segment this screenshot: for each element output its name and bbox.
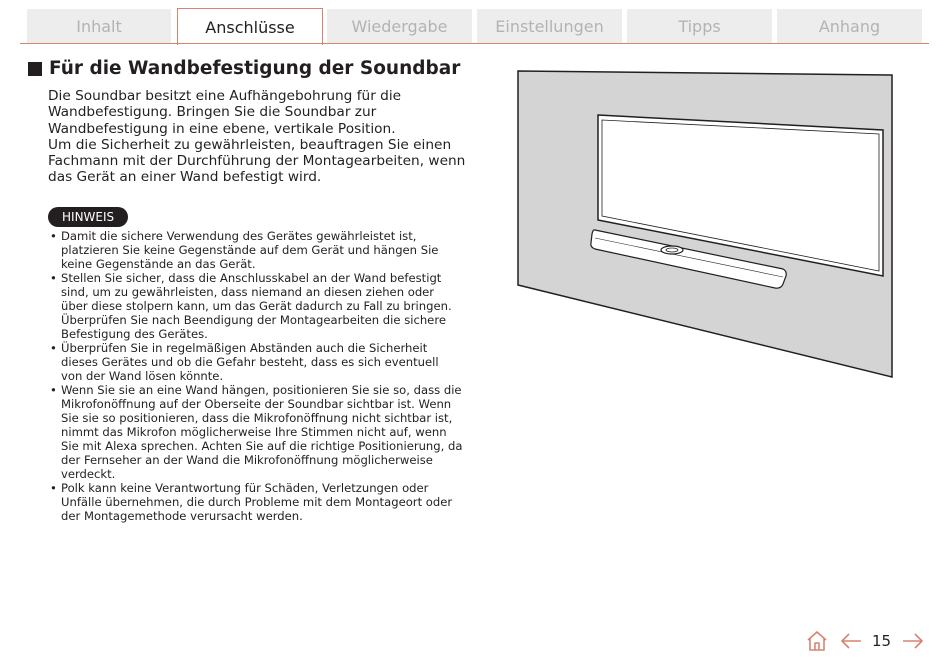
list-item: • Wenn Sie sie an eine Wand hängen, positionieren Sie sie so, dass die Mikrofonöffnung auf der Oberseite der Soundbar sichtbar ist. Wenn Sie sie so positionieren, dass die Mikrofonöffnung nicht sichtbar ist, nimmt das Mikrofon möglicherweise Ihre Stimmen nicht auf, wenn Sie mit Alexa sprechen. Achten Sie auf die richtige Positionierung, da der Fernseher an der Wand die Mikrofonöffnung möglicherweise verdeckt. (48, 383, 463, 481)
tab-anschluesse[interactable]: Anschlüsse (177, 8, 323, 45)
tab-anhang[interactable]: Anhang (777, 9, 922, 43)
heading-marker (28, 62, 42, 76)
intro-paragraph: Die Soundbar besitzt eine Aufhängebohrung für die Wandbefestigung. Bringen Sie die Soundbar zur Wandbefestigung in eine ebene, vertikale Position. (48, 88, 402, 137)
arrow-left-icon[interactable] (840, 632, 862, 650)
intro-paragraph: Um die Sicherheit zu gewährleisten, beauftragen Sie einen Fachmann mit der Durchführung der Montagearbeiten, wenn das Gerät an einer Wand befestigt wird. (48, 136, 466, 186)
list-item: • Überprüfen Sie in regelmäßigen Abständen auch die Sicherheit dieses Gerätes und ob die Gefahr besteht, dass es sich eventuell von der Wand lösen könnte. (48, 341, 463, 383)
tab-tipps[interactable]: Tipps (627, 9, 772, 43)
home-icon[interactable] (806, 630, 828, 652)
microphone-opening (661, 246, 683, 254)
list-item: • Stellen Sie sicher, dass die Anschlusskabel an der Wand befestigt sind, um zu gewährleisten, dass niemand an diesen ziehen oder über diese stolpern kann, um das Gerät dadurch zu Fall zu bringen. Überprüfen Sie nach Beendigung der Montagearbeiten die sichere Befestigung des Gerätes. (48, 271, 463, 341)
note-badge: HINWEIS (48, 207, 128, 227)
tab-wiedergabe[interactable]: Wiedergabe (327, 9, 472, 43)
tab-inhalt[interactable]: Inhalt (27, 9, 171, 43)
wall-mount-illustration (515, 68, 895, 380)
tab-bar (20, 8, 929, 45)
tab-divider (20, 43, 929, 44)
list-item: • Polk kann keine Verantwortung für Schäden, Verletzungen oder Unfälle übernehmen, die durch Probleme mit dem Montageort oder der Montagemethode verursacht werden. (48, 481, 463, 523)
arrow-right-icon[interactable] (902, 632, 924, 650)
tab-einstellungen[interactable]: Einstellungen (477, 9, 622, 43)
page-number: 15 (872, 632, 892, 650)
section-title: Für die Wandbefestigung der Soundbar (49, 58, 461, 79)
note-list (48, 229, 463, 523)
intro-text (48, 88, 468, 186)
list-item: • Damit die sichere Verwendung des Gerätes gewährleistet ist, platzieren Sie keine Gegenstände auf dem Gerät und hängen Sie keine Gegenstände an das Gerät. (48, 229, 463, 271)
